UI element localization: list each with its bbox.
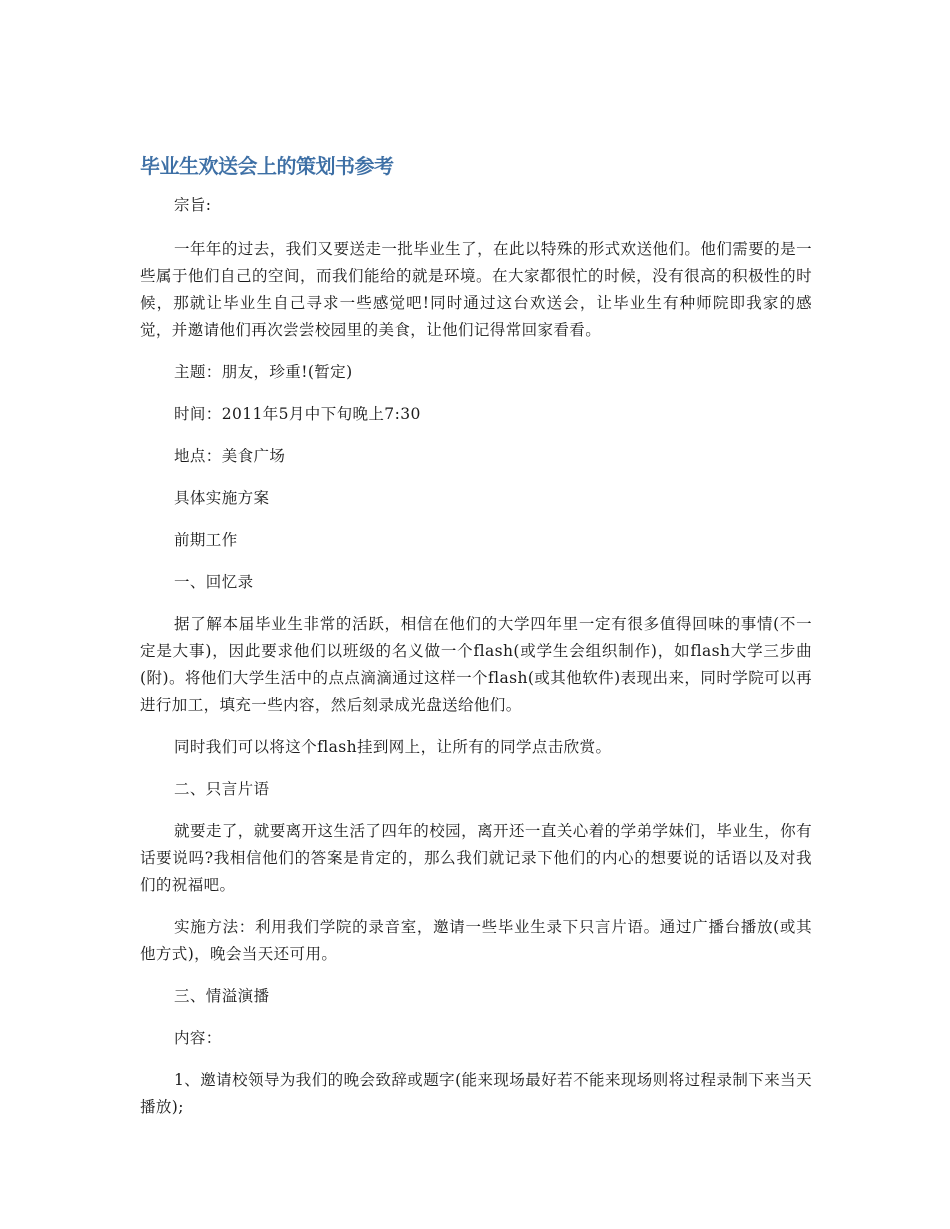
document-title: 毕业生欢送会上的策划书参考 (140, 154, 394, 178)
section-heading-memoir: 一、回忆录 (174, 573, 254, 591)
paragraph-content-label: 内容： (174, 1029, 222, 1047)
section-heading-messages: 二、只言片语 (174, 780, 270, 798)
paragraph-messages-text: 就要走了，就要离开这生活了四年的校园，离开还一直关心着的学弟学妹们，毕业生，你有话要说吗?我相信他们的答案是肯定的，那么我们就记录下他们的内心的想要说的话语以及对我们的祝福吧。 (140, 822, 812, 894)
paragraph-theme: 主题：朋友，珍重!(暂定) (174, 363, 353, 381)
paragraph-memoir-online: 同时我们可以将这个flash挂到网上，让所有的同学点击欣赏。 (174, 738, 612, 756)
paragraph-purpose-text: 一年年的过去，我们又要送走一批毕业生了，在此以特殊的形式欢送他们。他们需要的是一些属于他们自己的空间，而我们能给的就是环境。在大家都很忙的时候，没有很高的积极性的时候，那就让毕业生自己寻求一些感觉吧!同时通过这台欢送会，让毕业生有种师院即我家的感觉，并邀请他们再次尝尝校园里的美食，让他们记得常回家看看。 (140, 240, 812, 339)
paragraph-plan-heading: 具体实施方案 (174, 489, 270, 507)
paragraph-location: 地点：美食广场 (174, 447, 286, 465)
document-body (140, 150, 812, 1136)
paragraph-time: 时间：2011年5月中下旬晚上7:30 (174, 405, 421, 423)
paragraph-content-item-1: 1、邀请校领导为我们的晚会致辞或题字(能来现场最好若不能来现场则将过程录制下来当天播放); (140, 1071, 812, 1116)
paragraph-preparation-heading: 前期工作 (174, 531, 238, 549)
paragraph-messages-method: 实施方法：利用我们学院的录音室，邀请一些毕业生录下只言片语。通过广播台播放(或其他方式)，晚会当天还可用。 (140, 918, 812, 963)
paragraph-memoir-text: 据了解本届毕业生非常的活跃，相信在他们的大学四年里一定有很多值得回味的事情(不一定是大事)，因此要求他们以班级的名义做一个flash(或学生会组织制作)，如flash大学三步曲(附)。将他们大学生活中的点点滴滴通过这样一个flash(或其他软件)表现出来，同时学院可以再进行加工，填充一些内容，然后刻录成光盘送给他们。 (140, 615, 812, 714)
section-heading-broadcast: 三、情溢演播 (174, 987, 270, 1005)
paragraph-purpose-label: 宗旨: (174, 196, 212, 214)
